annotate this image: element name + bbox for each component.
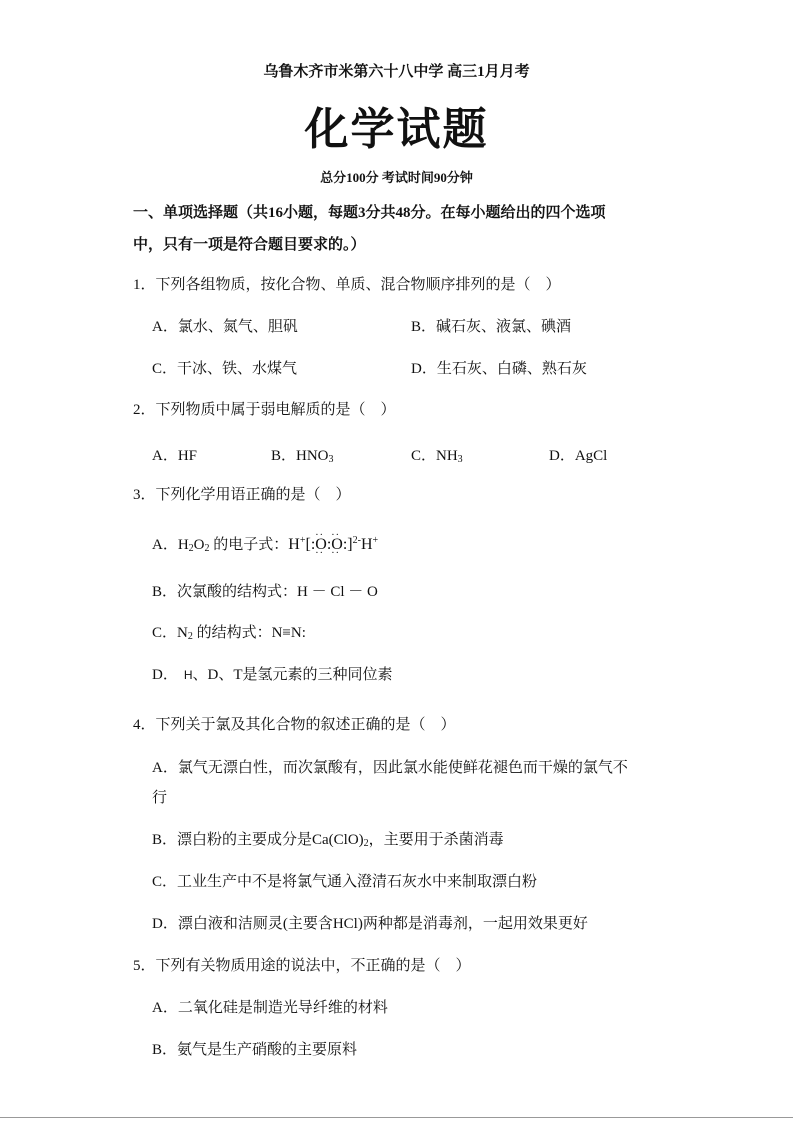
q3a-text: 的电子式： — [209, 537, 289, 553]
q4-option-c: C．工业生产中不是将氯气通入澄清石灰水中来制取漂白粉 — [152, 874, 538, 890]
ef-h1: H — [288, 536, 300, 553]
subtitle: 总分100分 考试时间90分钟 — [320, 170, 473, 185]
q4-option-b — [152, 830, 504, 850]
section-heading-line2: 中，只有一项是符合题目要求的。） — [133, 237, 366, 253]
q3-option-d — [152, 665, 393, 685]
q5-option-a: A．二氧化硅是制造光导纤维的材料 — [152, 1000, 388, 1016]
ef-colon: : — [326, 536, 332, 553]
q1-option-a: A．氯水、氮气、胆矾 — [152, 319, 298, 335]
question-3-stem: 3．下列化学用语正确的是（ ） — [133, 487, 351, 503]
q1-option-d: D．生石灰、白磷、熟石灰 — [411, 361, 587, 377]
ef-plus2: + — [372, 535, 379, 546]
question-5-stem: 5．下列有关物质用途的说法中，不正确的是（ ） — [133, 958, 471, 974]
ef-o1: ·· O ·· — [315, 535, 327, 555]
section-heading-line1: 一、单项选择题（共16小题，每题3分共48分。在每小题给出的四个选项 — [133, 205, 606, 221]
q3a-o: O — [193, 537, 205, 553]
question-4-stem: 4．下列关于氯及其化合物的叙述正确的是（ ） — [133, 717, 456, 733]
ef-bracket-open: [: — [305, 536, 316, 553]
q4-option-a-line1: A．氯气无漂白性，而次氯酸有，因此氯水能使鲜花褪色而干燥的氯气不 — [152, 760, 628, 776]
page-bottom-divider — [0, 1117, 793, 1118]
q2-option-a: A．HF — [152, 448, 198, 464]
q4b-prefix: B．漂白粉的主要成分是Ca(ClO) — [152, 832, 364, 848]
ef-o2: ·· O ·· — [331, 535, 343, 555]
q2-c-sub: 3 — [457, 454, 463, 465]
q3-option-c — [152, 623, 306, 643]
ef-h2: H — [360, 536, 373, 553]
electron-formula — [288, 536, 378, 553]
q5-option-b: B．氨气是生产硝酸的主要原料 — [152, 1042, 358, 1058]
q4b-text: ，主要用于杀菌消毒 — [368, 832, 504, 848]
school-header: 乌鲁木齐市米第六十八中学 高三1月月考 — [263, 64, 530, 80]
q1-option-c: C．干冰、铁、水煤气 — [152, 361, 298, 377]
q2-option-b — [271, 446, 334, 466]
question-1-stem: 1．下列各组物质，按化合物、单质、混合物顺序排列的是（ ） — [133, 277, 561, 293]
q4b-sub: 2 — [363, 838, 369, 849]
q2-b-text: B．HNO — [271, 448, 329, 464]
q1-option-b: B．碱石灰、液氯、碘酒 — [411, 319, 572, 335]
q3-option-b: B．次氯酸的结构式：H － Cl － O — [152, 584, 378, 600]
q3d-h: H — [183, 668, 193, 682]
ef-plus1: + — [299, 535, 306, 546]
q4-option-a-line2: 行 — [152, 790, 168, 806]
q4-option-d: D．漂白液和洁厕灵(主要含HCl)两种都是消毒剂，一起用效果更好 — [152, 916, 588, 932]
q3-option-a — [152, 535, 378, 555]
question-2-stem: 2．下列物质中属于弱电解质的是（ ） — [133, 402, 396, 418]
q2-option-c — [411, 446, 463, 466]
q3d-text: 、D、T是氢元素的三种同位素 — [192, 667, 393, 683]
q3c-sub: 2 — [187, 631, 193, 642]
ef-charge: 2- — [352, 535, 361, 546]
q3c-prefix: C．N — [152, 625, 188, 641]
q2-b-sub: 3 — [328, 454, 334, 465]
q3c-text: 的结构式：N≡N: — [192, 625, 306, 641]
q3a-sub1: 2 — [188, 543, 194, 554]
q3a-prefix: A．H — [152, 537, 189, 553]
q2-c-text: C．NH — [411, 448, 458, 464]
ef-bracket-close: :] — [342, 536, 353, 553]
q2-option-d: D．AgCl — [549, 448, 608, 464]
page-title: 化学试题 — [304, 104, 489, 155]
q3d-prefix: D． — [152, 667, 178, 683]
q3a-sub2: 2 — [204, 543, 210, 554]
